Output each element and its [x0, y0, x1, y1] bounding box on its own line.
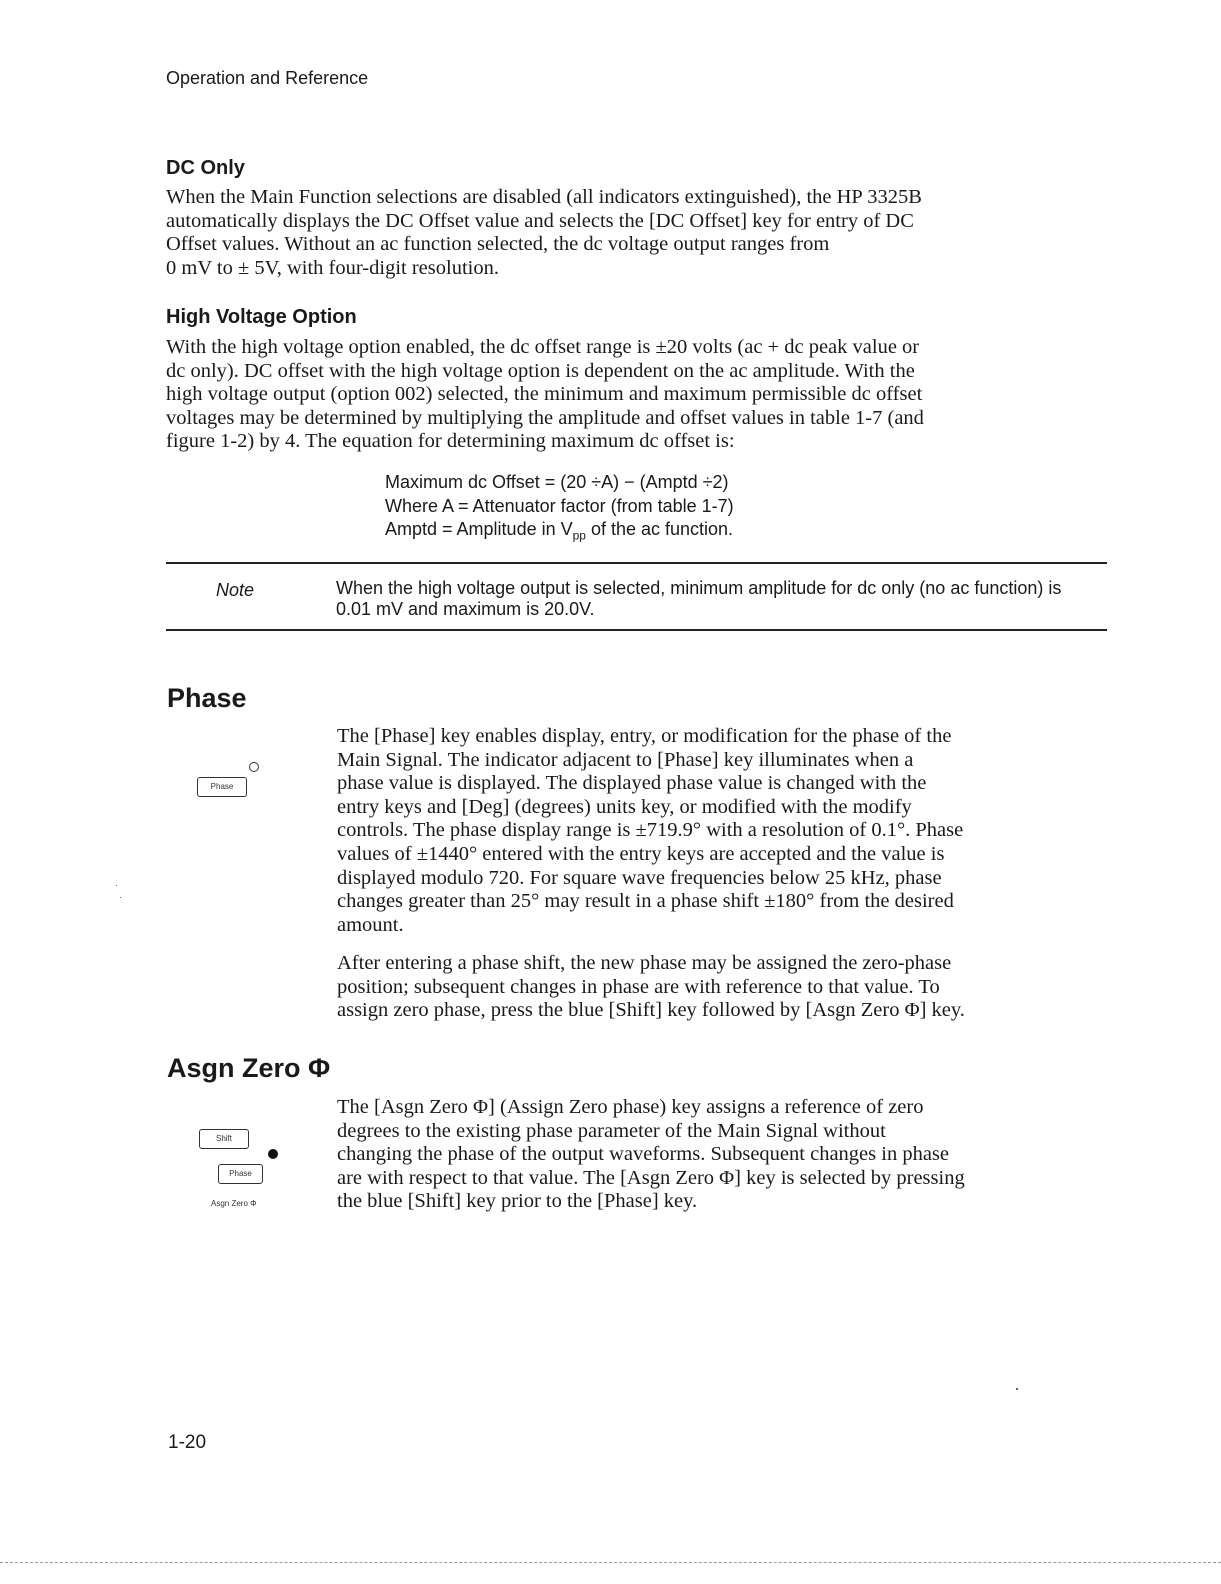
asgn-zero-heading: Asgn Zero Φ — [167, 1053, 331, 1083]
phase-key-icon: Phase — [218, 1164, 263, 1184]
equation-amptd-suffix: of the ac function. — [585, 519, 734, 539]
shift-key-icon: Shift — [199, 1129, 249, 1149]
asgn-zero-line: changing the phase of the output waveforms. Subsequent changes in phase — [337, 1143, 949, 1166]
dc-only-line: 0 mV to ± 5V, with four-digit resolution. — [166, 256, 499, 279]
phase-key-icon: Phase — [197, 777, 247, 797]
equation-amptd — [385, 519, 733, 543]
dc-only-heading: DC Only — [166, 157, 245, 179]
equation-where-a: Where A = Attenuator factor (from table 1-7) — [385, 496, 734, 516]
phase-line: entry keys and [Deg] (degrees) units key, or modified with the modify — [337, 795, 912, 818]
note-text: When the high voltage output is selected, minimum amplitude for dc only (no ac function) is 0.01 mV and maximum is 20.0V. — [336, 578, 1062, 619]
scan-speck — [120, 897, 121, 898]
page-number: 1-20 — [168, 1432, 207, 1453]
phase-line: The [Phase] key enables display, entry, or modification for the phase of the — [337, 725, 952, 747]
asgn-zero-line: The [Asgn Zero Φ] (Assign Zero phase) key assigns a reference of zero — [337, 1096, 924, 1118]
running-header: Operation and Reference — [166, 68, 369, 88]
asgn-zero-paragraph — [337, 1096, 1107, 1214]
phase-line: phase value is displayed. The displayed phase value is changed with the — [337, 772, 927, 795]
phase-line: assign zero phase, press the blue [Shift] key followed by [Asgn Zero Φ] key. — [337, 999, 965, 1022]
phase-paragraph-1 — [337, 725, 1107, 937]
dc-only-paragraph — [166, 186, 1106, 280]
asgn-zero-key-caption: Asgn Zero Φ — [211, 1199, 257, 1208]
phase-line: After entering a phase shift, the new phase may be assigned the zero-phase — [337, 952, 952, 974]
phase-paragraph-2 — [337, 952, 1107, 1023]
note-label: Note — [216, 580, 255, 600]
equation-max-dc-offset: Maximum dc Offset = (20 ÷A) − (Amptd ÷2) — [385, 472, 729, 492]
high-voltage-line: dc only). DC offset with the high voltage option is dependent on the ac amplitude. With the — [166, 359, 915, 382]
scan-bottom-edge — [0, 1562, 1221, 1563]
asgn-zero-line: the blue [Shift] key prior to the [Phase] key. — [337, 1190, 698, 1213]
phase-line: values of ±1440° entered with the entry keys are accepted and the value is — [337, 842, 945, 865]
high-voltage-paragraph — [166, 336, 1106, 454]
phase-heading: Phase — [167, 683, 247, 713]
high-voltage-line: With the high voltage option enabled, the dc offset range is ±20 volts (ac + dc peak value or — [166, 336, 920, 358]
equation-amptd-subscript: pp — [572, 528, 586, 543]
high-voltage-line: voltages may be determined by multiplying the amplitude and offset values in table 1-7 (and — [166, 406, 924, 429]
phase-line: controls. The phase display range is ±719.9° with a resolution of 0.1°. Phase — [337, 819, 964, 842]
phase-line: changes greater than 25° may result in a phase shift ±180° from the desired — [337, 890, 954, 913]
note-top-rule — [166, 562, 1107, 564]
phase-line: position; subsequent changes in phase are with reference to that value. To — [337, 975, 940, 998]
scan-speck — [116, 885, 117, 886]
phase-indicator-icon — [249, 762, 259, 772]
dc-only-line: automatically displays the DC Offset value and selects the [DC Offset] key for entry of DC — [166, 209, 914, 232]
high-voltage-heading: High Voltage Option — [166, 306, 357, 328]
phase-line: displayed modulo 720. For square wave frequencies below 25 kHz, phase — [337, 866, 942, 889]
phase-line: amount. — [337, 913, 404, 936]
high-voltage-line: high voltage output (option 002) selected, the minimum and maximum permissible dc offset — [166, 383, 923, 406]
asgn-zero-line: degrees to the existing phase parameter of the Main Signal without — [337, 1119, 886, 1142]
high-voltage-line: figure 1-2) by 4. The equation for determining maximum dc offset is: — [166, 430, 735, 453]
note-bottom-rule — [166, 629, 1107, 631]
dc-only-line: Offset values. Without an ac function selected, the dc voltage output ranges from — [166, 233, 830, 256]
phase-line: Main Signal. The indicator adjacent to [Phase] key illuminates when a — [337, 748, 914, 771]
shift-indicator-icon — [268, 1149, 278, 1159]
equation-amptd-prefix: Amptd = Amplitude in V — [385, 519, 573, 539]
scan-speck — [1016, 1388, 1018, 1390]
asgn-zero-line: are with respect to that value. The [Asgn Zero Φ] key is selected by pressing — [337, 1166, 965, 1189]
dc-only-line: When the Main Function selections are disabled (all indicators extinguished), the HP 3325B — [166, 186, 922, 208]
